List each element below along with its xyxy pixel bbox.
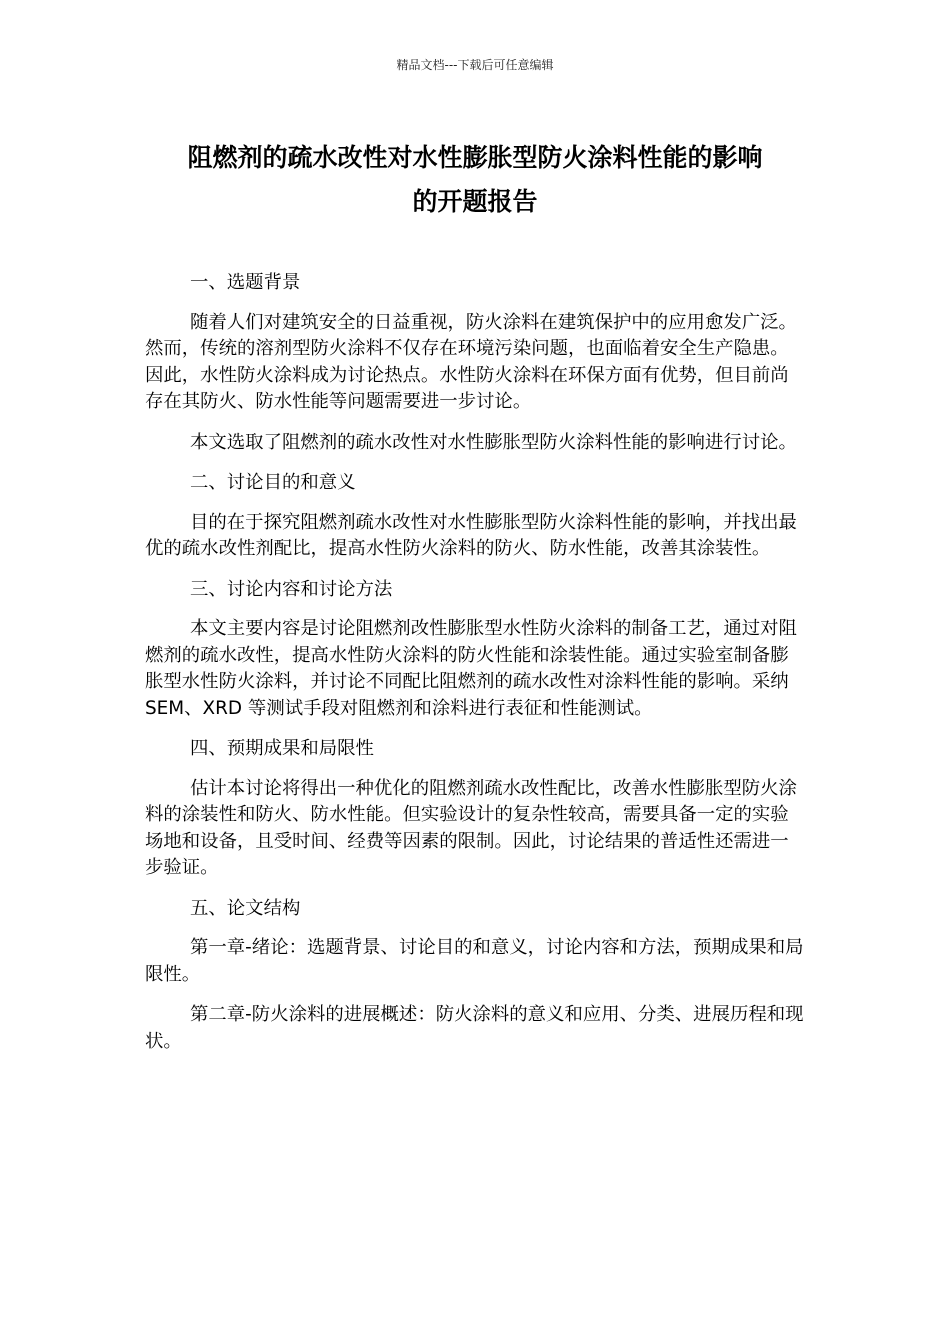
- body-paragraph: 目的在于探究阻燃剂疏水改性对水性膨胀型防火涂料性能的影响，并找出最优的疏水改性剂配比，提高水性防火涂料的防火、防水性能，改善其涂装性。: [145, 511, 797, 559]
- section-heading: 二、讨论目的和意义: [190, 472, 356, 493]
- body-paragraph: 本文主要内容是讨论阻燃剂改性膨胀型水性防火涂料的制备工艺，通过对阻燃剂的疏水改性，提高水性防火涂料的防火性能和涂装性能。通过实验室制备膨胀型水性防火涂料，并讨论不同配比阻燃剂的疏水改性对涂料性能的影响。采纳 SEM、XRD 等测试手段对阻燃剂和涂料进行表征和性能测试。: [145, 618, 797, 719]
- section-heading: 五、论文结构: [190, 897, 301, 919]
- body-paragraph: 第二章-防火涂料的进展概述：防火涂料的意义和应用、分类、进展历程和现状。: [145, 1004, 804, 1052]
- title-line-1: 阻燃剂的疏水改性对水性膨胀型防火涂料性能的影响: [187, 143, 763, 172]
- section-heading: 四、预期成果和局限性: [190, 738, 374, 759]
- document-body: [145, 270, 805, 1069]
- section-heading: 一、选题背景: [190, 272, 301, 293]
- section-heading: 三、讨论内容和讨论方法: [190, 578, 393, 600]
- body-paragraph: 第一章-绪论：选题背景、讨论目的和意义，讨论内容和方法，预期成果和局限性。: [145, 937, 804, 985]
- page-header: 精品文档---下载后可任意编辑: [396, 58, 554, 72]
- body-paragraph: 本文选取了阻燃剂的疏水改性对水性膨胀型防火涂料性能的影响进行讨论。: [190, 431, 797, 453]
- document-title: [130, 136, 820, 224]
- body-paragraph: 估计本讨论将得出一种优化的阻燃剂疏水改性配比，改善水性膨胀型防火涂料的涂装性和防火、防水性能。但实验设计的复杂性较高，需要具备一定的实验场地和设备，且受时间、经费等因素的限制。因此，讨论结果的普适性还需进一步验证。: [145, 777, 797, 878]
- body-paragraph: 随着人们对建筑安全的日益重视，防火涂料在建筑保护中的应用愈发广泛。然而，传统的溶剂型防火涂料不仅存在环境污染问题，也面临着安全生产隐患。因此，水性防火涂料成为讨论热点。水性防火涂料在环保方面有优势，但目前尚存在其防火、防水性能等问题需要进一步讨论。: [145, 311, 797, 412]
- title-line-2: 的开题报告: [412, 187, 538, 216]
